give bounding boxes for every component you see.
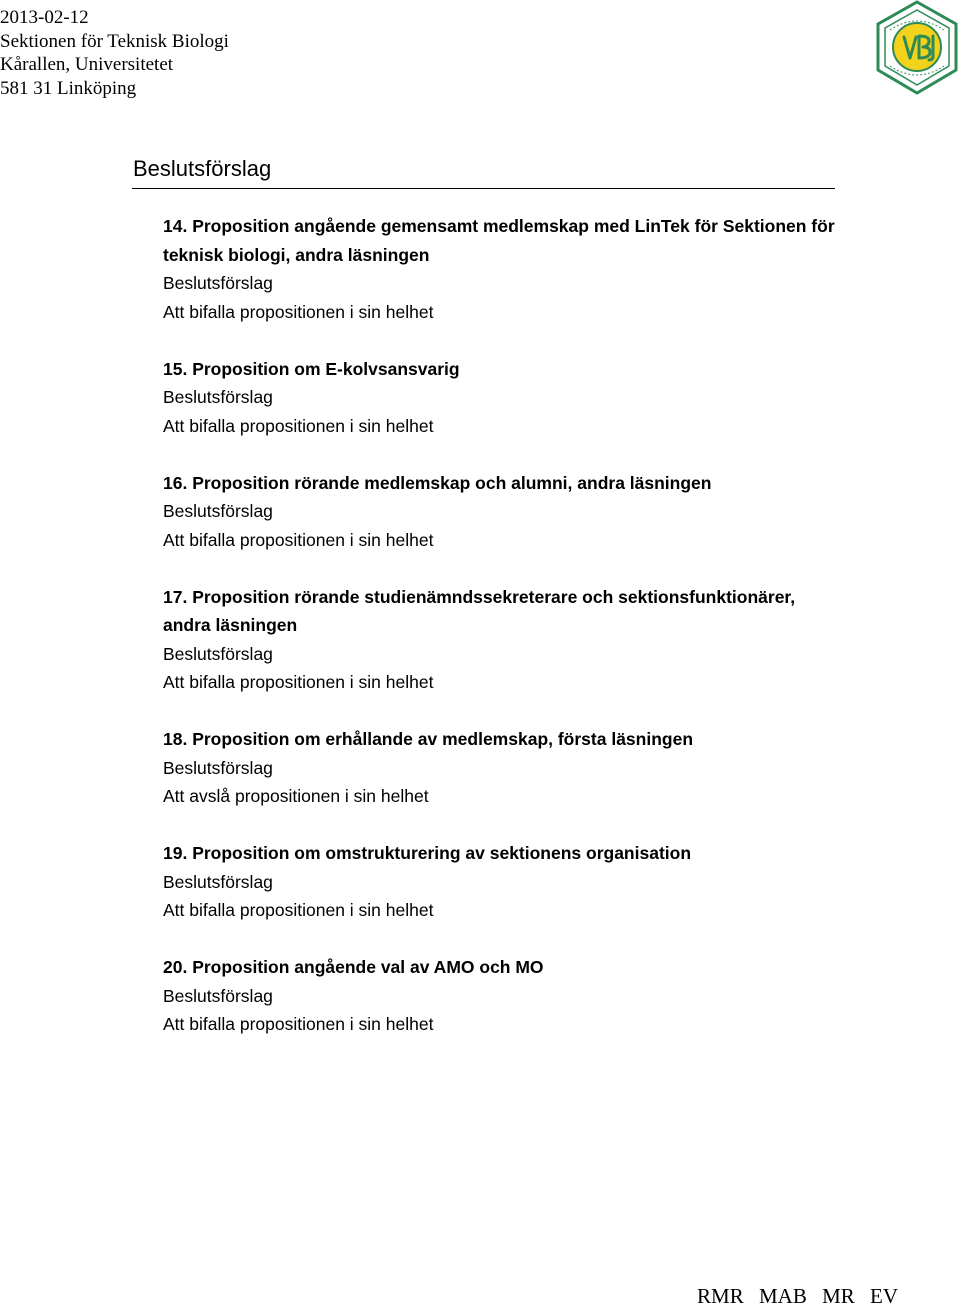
organization-name: Sektionen för Teknisk Biologi: [0, 30, 229, 52]
proposition-item: [163, 725, 843, 811]
proposition-heading: 20. Proposition angående val av AMO och MO: [163, 957, 544, 977]
decision-proposal-label: Beslutsförslag: [163, 273, 273, 293]
proposition-item: [163, 469, 843, 555]
title-divider: [132, 188, 835, 189]
document-title: Beslutsförslag: [133, 156, 272, 181]
footer-initials: RMR MAB MR EV: [697, 1284, 898, 1308]
document-date: 2013-02-12: [0, 7, 89, 28]
section-emblem-icon: [874, 0, 960, 96]
decision-text: Att bifalla propositionen i sin helhet: [163, 672, 434, 692]
proposition-item: [163, 355, 843, 441]
address-line: Kårallen, Universitetet: [0, 54, 174, 75]
proposition-heading: 18. Proposition om erhållande av medlemskap, första läsningen: [163, 729, 694, 749]
proposition-heading: 14. Proposition angående gemensamt medlemskap med LinTek för Sektionen för teknisk biologi, andra läsningen: [163, 216, 835, 265]
decision-proposal-label: Beslutsförslag: [163, 757, 273, 778]
decision-proposal-label: Beslutsförslag: [163, 985, 273, 1006]
proposition-heading: 15. Proposition om E-kolvsansvarig: [163, 358, 460, 379]
decision-text: Att avslå propositionen i sin helhet: [163, 786, 429, 806]
sender-address-block: [0, 6, 229, 100]
decision-text: Att bifalla propositionen i sin helhet: [163, 301, 434, 322]
decision-proposal-label: Beslutsförslag: [163, 871, 273, 892]
proposition-heading: 16. Proposition rörande medlemskap och alumni, andra läsningen: [163, 472, 712, 493]
proposition-item: [163, 953, 843, 1039]
postal-line: 581 31 Linköping: [0, 77, 137, 99]
decision-text: Att bifalla propositionen i sin helhet: [163, 529, 434, 550]
decision-proposal-label: Beslutsförslag: [163, 387, 273, 407]
decision-text: Att bifalla propositionen i sin helhet: [163, 415, 434, 436]
proposition-heading: 19. Proposition om omstrukturering av sektionens organisation: [163, 843, 692, 863]
decision-text: Att bifalla propositionen i sin helhet: [163, 1014, 434, 1034]
proposition-heading: 17. Proposition rörande studienämndssekreterare och sektionsfunktionärer, andra läsningen: [163, 586, 796, 635]
decision-proposal-label: Beslutsförslag: [163, 501, 273, 521]
decision-text: Att bifalla propositionen i sin helhet: [163, 900, 434, 920]
proposition-item: [163, 212, 843, 326]
decision-proposal-label: Beslutsförslag: [163, 643, 273, 664]
proposition-list: [163, 212, 843, 1067]
proposition-item: [163, 583, 843, 697]
proposition-item: [163, 839, 843, 925]
